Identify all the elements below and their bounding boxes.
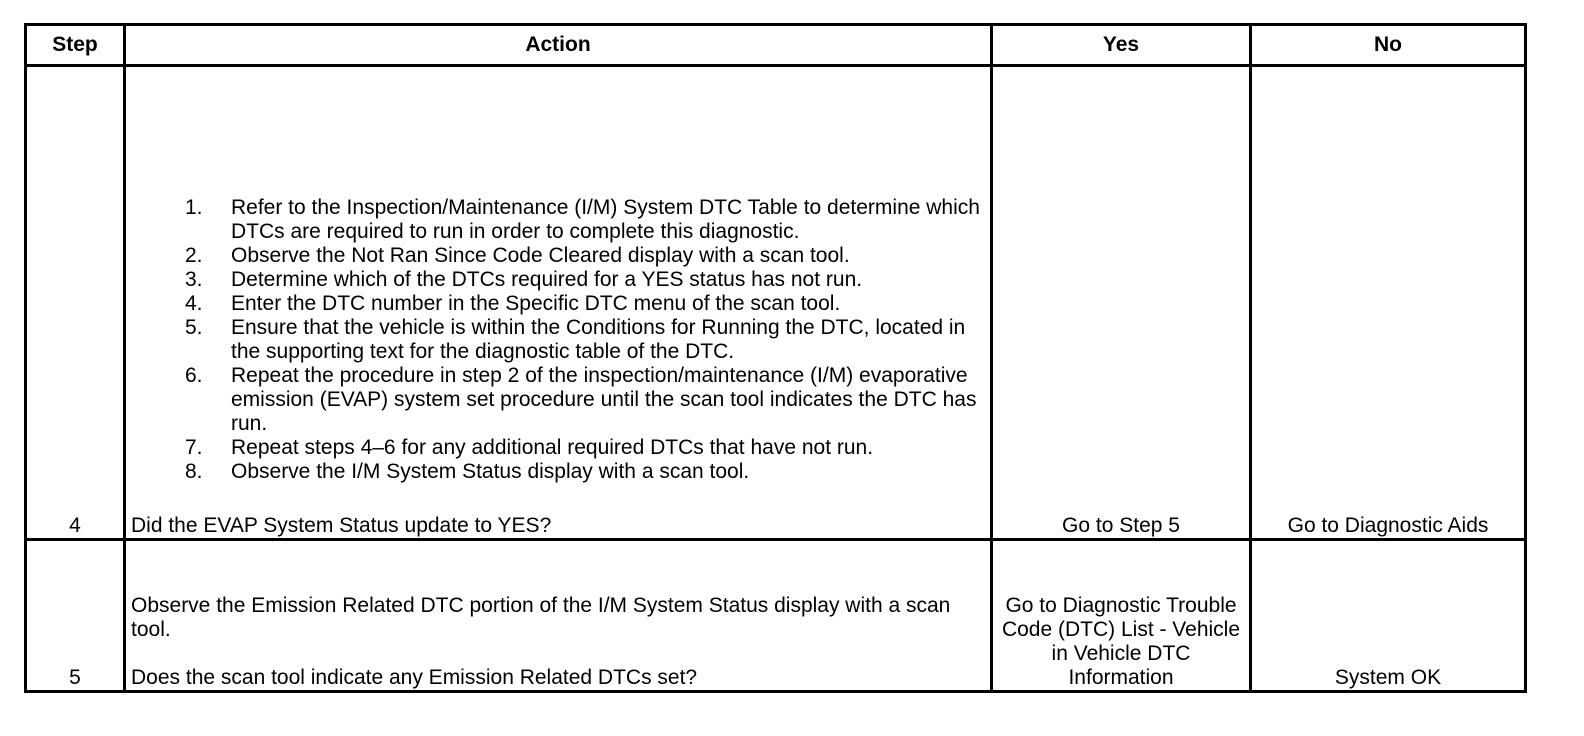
- list-item-text: Observe the Not Ran Since Code Cleared display with a scan tool.: [231, 244, 850, 267]
- table-row-step-5: [26, 540, 1526, 692]
- no-result: Go to Diagnostic Aids: [1251, 66, 1526, 540]
- yes-result: Go to Diagnostic Trouble Code (DTC) List - Vehicle in Vehicle DTC Information: [992, 540, 1251, 692]
- list-item-text: Enter the DTC number in the Specific DTC menu of the scan tool.: [231, 292, 841, 315]
- list-item-number: 2.: [185, 244, 203, 267]
- list-item-text: Observe the I/M System Status display with a scan tool.: [231, 460, 750, 483]
- list-item-text: Refer to the Inspection/Maintenance (I/M) System DTC Table to determine which DTCs are required to run in order to complete this diagnostic.: [231, 196, 980, 243]
- list-item-text: Determine which of the DTCs required for a YES status has not run.: [231, 268, 863, 291]
- action-steps-list: [131, 196, 985, 484]
- list-item-text: Repeat steps 4–6 for any additional required DTCs that have not run.: [231, 436, 874, 459]
- list-item-number: 7.: [185, 436, 203, 459]
- header-yes: Yes: [992, 25, 1251, 66]
- list-item-number: 4.: [185, 292, 203, 315]
- list-item-text: Ensure that the vehicle is within the Conditions for Running the DTC, located in the supporting text for the diagnostic table of the DTC.: [231, 316, 966, 363]
- header-step: Step: [26, 25, 125, 66]
- action-question: Does the scan tool indicate any Emission Related DTCs set?: [131, 666, 698, 689]
- action-cell: [125, 66, 992, 540]
- list-item-number: 6.: [185, 364, 203, 387]
- list-item: [131, 244, 985, 268]
- list-item: [131, 268, 985, 292]
- list-item: [131, 436, 985, 460]
- list-item-text: Repeat the procedure in step 2 of the inspection/maintenance (I/M) evaporative emission (EVAP) system set procedure until the scan tool indicates the DTC has run.: [231, 364, 977, 435]
- list-item-number: 8.: [185, 460, 203, 483]
- list-item: [131, 460, 985, 484]
- no-result: System OK: [1251, 540, 1526, 692]
- list-item: [131, 292, 985, 316]
- header-no: No: [1251, 25, 1526, 66]
- action-instruction: Observe the Emission Related DTC portion of the I/M System Status display with a scan tool.: [131, 594, 951, 641]
- step-number: 5: [26, 540, 125, 692]
- list-item: [131, 364, 985, 436]
- yes-result: Go to Step 5: [992, 66, 1251, 540]
- header-row: [26, 25, 1526, 66]
- list-item: [131, 316, 985, 364]
- action-question: Did the EVAP System Status update to YES?: [131, 514, 552, 537]
- action-cell: [125, 540, 992, 692]
- step-number: 4: [26, 66, 125, 540]
- list-item: [131, 196, 985, 244]
- list-item-number: 3.: [185, 268, 203, 291]
- header-action: Action: [125, 25, 992, 66]
- list-item-number: 5.: [185, 316, 203, 339]
- table-row-step-4: [26, 66, 1526, 540]
- list-item-number: 1.: [185, 196, 203, 219]
- diagnostic-table: [24, 23, 1527, 693]
